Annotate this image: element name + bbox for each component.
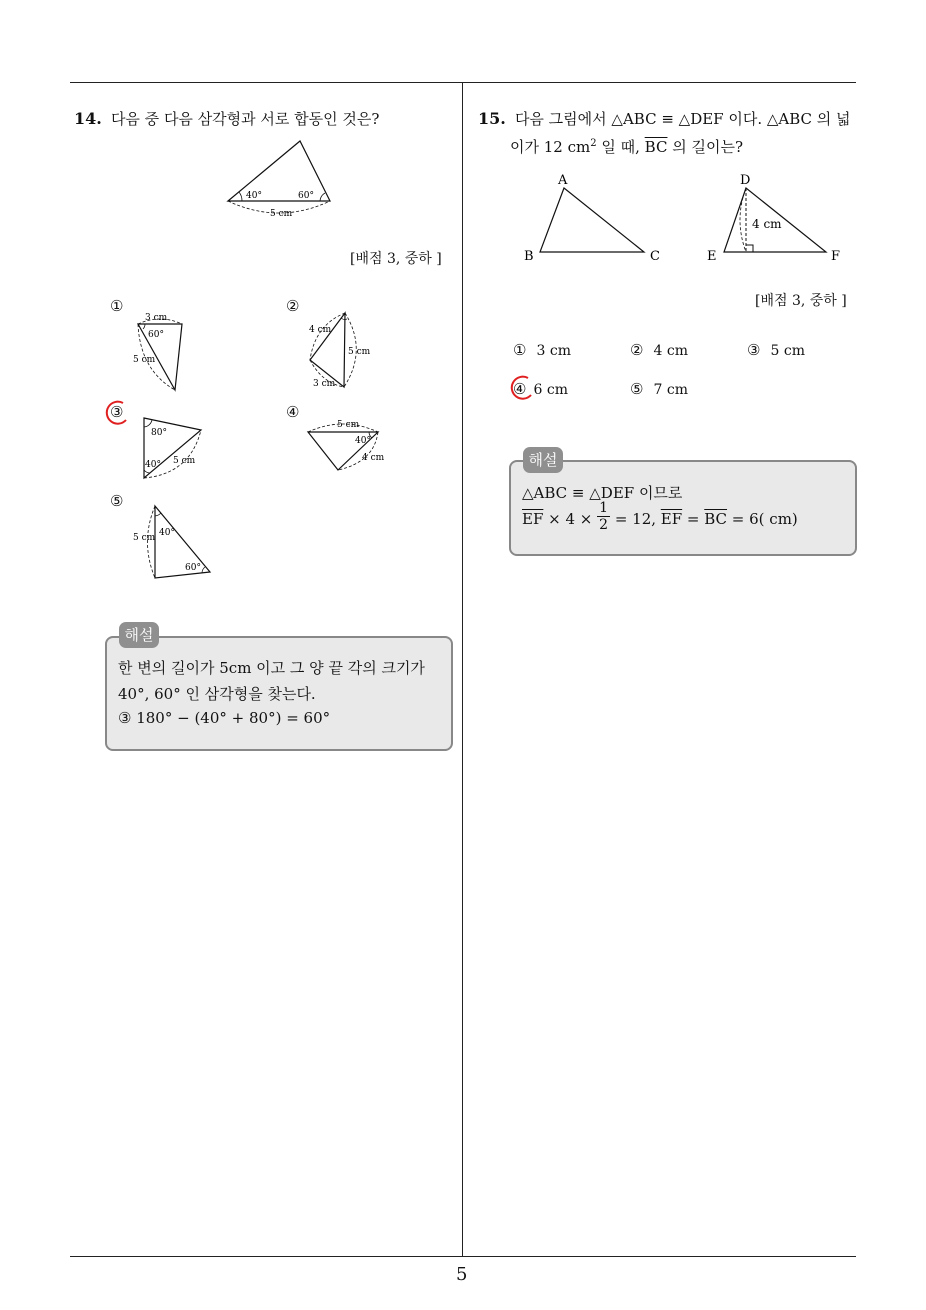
option-2-label[interactable]: ② xyxy=(286,297,300,315)
side-label: 4 cm xyxy=(309,325,332,335)
option-number: ④ xyxy=(513,380,527,398)
side-label: 5 cm xyxy=(337,420,360,430)
segment-bc: $\overline{BC}$ xyxy=(644,138,668,156)
text-fragment: = 6( cm) xyxy=(727,510,798,528)
side-label: 5 cm xyxy=(133,533,156,543)
side-label: 4 cm xyxy=(362,453,385,463)
angle-label: 60° xyxy=(298,191,314,201)
option-value: 3 cm xyxy=(536,343,572,359)
bottom-rule xyxy=(70,1256,856,1257)
option-1-label[interactable]: ① xyxy=(110,297,124,315)
question-number: 15. xyxy=(478,109,506,128)
option-5-label[interactable]: ⑤ xyxy=(110,492,124,510)
option-3-label[interactable]: ③ xyxy=(110,403,124,421)
question-number: 14. xyxy=(74,109,102,128)
option-2[interactable] xyxy=(630,340,688,359)
question-text-line-1: 다음 그림에서 △ABC ≡ △DEF 이다. △ABC 의 넓 xyxy=(514,110,851,128)
text-fragment: 의 길이는? xyxy=(667,138,743,156)
question-15-header xyxy=(478,105,851,133)
explanation-line-2: 40°, 60° 인 삼각형을 찾는다. xyxy=(118,685,316,703)
fraction-numerator: 1 xyxy=(599,500,609,516)
option-4[interactable] xyxy=(513,379,568,398)
fraction-denominator: 2 xyxy=(599,517,609,533)
fraction xyxy=(597,500,610,533)
option-value: 7 cm xyxy=(653,382,689,398)
option-1-triangle[interactable] xyxy=(128,310,198,395)
explanation-tag: 해설 xyxy=(523,447,563,473)
angle-label: 40° xyxy=(355,436,371,446)
side-label: 3 cm xyxy=(145,313,168,323)
option-number: ③ xyxy=(747,341,761,359)
text-fragment: × 4 × xyxy=(543,510,598,528)
superscript: 2 xyxy=(590,138,597,149)
option-2-triangle[interactable] xyxy=(300,305,380,395)
text-fragment: 이가 12 cm xyxy=(510,138,591,156)
vertex-label: B xyxy=(524,249,534,264)
text-fragment: = xyxy=(682,510,705,528)
option-5[interactable] xyxy=(630,379,688,398)
vertex-label: F xyxy=(831,249,841,264)
vertex-label: E xyxy=(707,249,717,264)
option-1[interactable] xyxy=(513,340,571,359)
q15-figure xyxy=(520,168,850,268)
angle-label: 80° xyxy=(151,428,167,438)
angle-label: 60° xyxy=(148,330,164,340)
q14-reference-triangle xyxy=(220,135,340,225)
score-label: [배점 3, 중하 ] xyxy=(755,293,847,309)
vertex-label: C xyxy=(650,249,660,264)
explanation-line-1: △ABC ≡ △DEF 이므로 xyxy=(522,484,683,502)
option-number: ⑤ xyxy=(630,380,644,398)
vertex-label: D xyxy=(740,173,751,188)
angle-label: 60° xyxy=(185,563,201,573)
question-text: 다음 중 다음 삼각형과 서로 합동인 것은? xyxy=(110,110,380,128)
explanation-line-2 xyxy=(522,500,798,540)
angle-label: 40° xyxy=(246,191,262,201)
question-14-header xyxy=(74,105,379,133)
side-label: 5 cm xyxy=(173,456,196,466)
segment-bc: $\overline{BC}$ xyxy=(704,510,728,528)
top-rule xyxy=(70,82,856,83)
explanation-line-3: ③ 180° − (40° + 80°) = 60° xyxy=(118,709,331,727)
option-3[interactable] xyxy=(747,340,805,359)
question-text-line-2 xyxy=(510,130,743,161)
text-fragment: 일 때, xyxy=(596,138,645,156)
score-label: [배점 3, 중하 ] xyxy=(350,251,442,267)
segment-ef: $\overline{EF}$ xyxy=(660,510,683,528)
option-number: ② xyxy=(630,341,644,359)
option-value: 4 cm xyxy=(653,343,689,359)
side-label: 3 cm xyxy=(313,379,336,389)
text-fragment: = 12, xyxy=(610,510,661,528)
segment-ef: $\overline{EF}$ xyxy=(522,510,544,528)
side-label: 5 cm xyxy=(133,355,156,365)
option-4-label[interactable]: ④ xyxy=(286,403,300,421)
explanation-line-1: 한 변의 길이가 5cm 이고 그 양 끝 각의 크기가 xyxy=(118,659,425,677)
angle-label: 40° xyxy=(145,460,161,470)
side-label: 5 cm xyxy=(348,347,371,357)
page-number: 5 xyxy=(456,1264,468,1285)
side-label: 5 cm xyxy=(270,209,293,219)
option-5-triangle[interactable] xyxy=(130,500,220,590)
option-number: ① xyxy=(513,341,527,359)
option-value: 5 cm xyxy=(770,343,806,359)
explanation-tag: 해설 xyxy=(119,622,159,648)
vertex-label: A xyxy=(558,173,568,188)
angle-label: 40° xyxy=(159,528,175,538)
column-divider xyxy=(462,82,463,1257)
option-4-triangle[interactable] xyxy=(302,412,387,477)
option-3-triangle[interactable] xyxy=(135,412,210,484)
option-value: 6 cm xyxy=(533,382,569,398)
height-label: 4 cm xyxy=(752,217,782,231)
